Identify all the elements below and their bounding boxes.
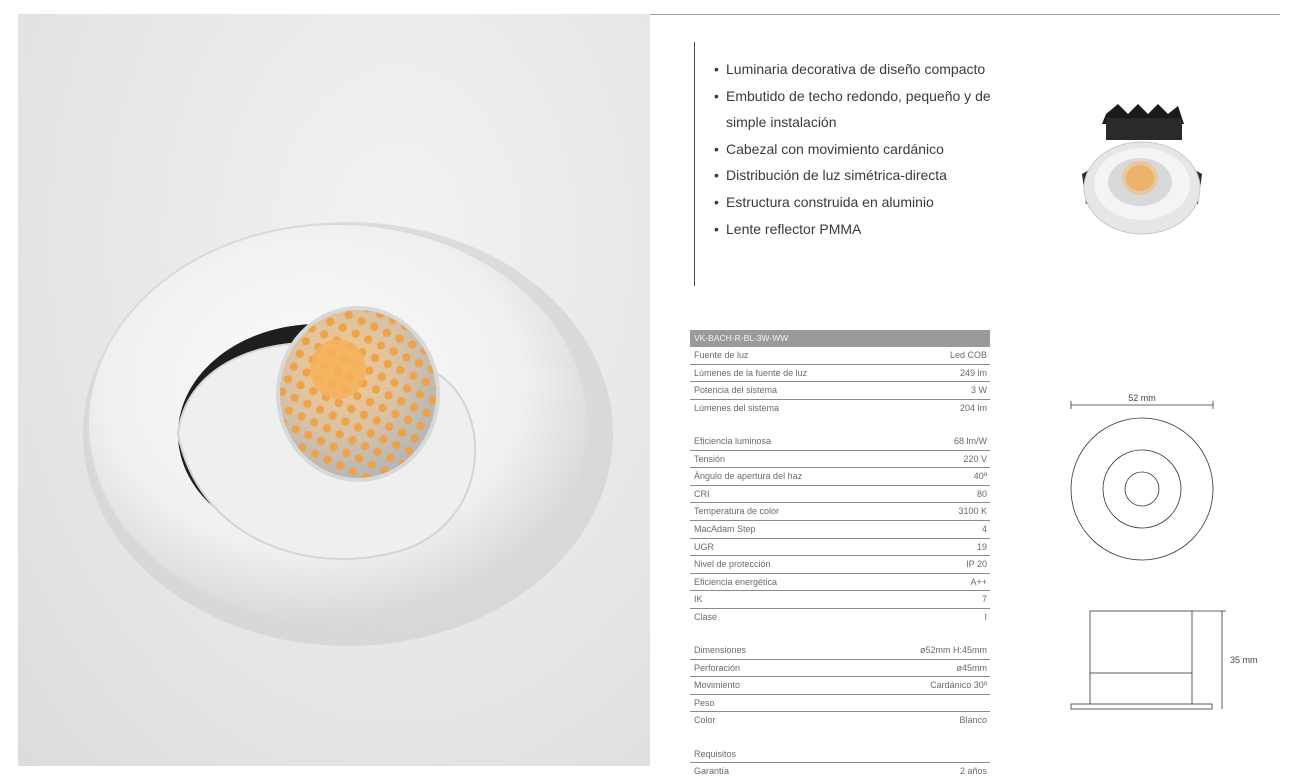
spec-row: [690, 695, 990, 713]
spec-value: 19: [976, 541, 987, 552]
spec-label: Lúmenes del sistema: [694, 402, 780, 413]
spec-model-header: VK-BACH-R-BL-3W-WW: [690, 330, 990, 347]
spec-label: IK: [694, 594, 703, 605]
spec-label: Garantía: [694, 766, 730, 777]
height-label: 35 mm: [1230, 655, 1258, 665]
spec-row: [690, 712, 990, 729]
feature-item: • Embutido de techo redondo, pequeño y de simple instalación: [714, 83, 1004, 136]
spec-label: Potencia del sistema: [694, 385, 778, 396]
spec-row: [690, 539, 990, 557]
spec-row: [690, 763, 990, 780]
feature-item: • Cabezal con movimiento cardánico: [714, 136, 1004, 163]
spec-table: [690, 330, 990, 780]
spec-value: 220 V: [963, 453, 987, 464]
feature-item: • Distribución de luz simétrica-directa: [714, 162, 1004, 189]
spec-label: Perforación: [694, 662, 741, 673]
feature-list: [714, 56, 1004, 242]
spec-label: Dimensiones: [694, 645, 747, 656]
spec-row: [690, 486, 990, 504]
spec-value: I: [984, 611, 987, 622]
spec-row: [690, 642, 990, 660]
spec-row: [690, 556, 990, 574]
spec-row: [690, 521, 990, 539]
side-view-drawing: [1066, 600, 1266, 720]
spec-value: 3100 K: [958, 506, 987, 517]
spec-gap: [690, 729, 990, 746]
spec-gap: [690, 626, 990, 643]
spec-label: Eficiencia luminosa: [694, 435, 772, 446]
spec-row: [690, 382, 990, 400]
product-thumbnail: [1066, 96, 1216, 246]
spec-row: [690, 468, 990, 486]
feature-divider: [694, 42, 695, 286]
spec-row: [690, 591, 990, 609]
feature-item: • Lente reflector PMMA: [714, 216, 1004, 243]
spec-row: [690, 677, 990, 695]
spec-label: Nivel de protección: [694, 559, 771, 570]
spec-row: [690, 400, 990, 417]
spec-value: 7: [981, 594, 987, 605]
spec-label: Clase: [694, 611, 718, 622]
spec-value: 4: [981, 523, 987, 534]
spec-label: MacAdam Step: [694, 523, 756, 534]
spec-label: Color: [694, 715, 716, 726]
spec-row: [690, 451, 990, 469]
spec-label: Tensión: [694, 453, 726, 464]
spec-value: ø52mm H:45mm: [919, 645, 987, 656]
spec-label: UGR: [694, 541, 714, 552]
spec-label: Movimiento: [694, 680, 741, 691]
spec-gap: [690, 416, 990, 433]
spec-value: Led COB: [949, 350, 987, 360]
spec-row: [690, 365, 990, 383]
spec-label: Fuente de luz: [694, 350, 749, 360]
spec-value: 249 lm: [959, 367, 987, 378]
spec-row: [690, 574, 990, 592]
feature-item: • Luminaria decorativa de diseño compacto: [714, 56, 1004, 83]
spec-row: [690, 347, 990, 365]
spec-label: Lúmenes de la fuente de luz: [694, 367, 808, 378]
spec-row: [690, 503, 990, 521]
spec-label: Requisitos: [694, 748, 737, 759]
spec-value: 80: [976, 488, 987, 499]
spec-row: [690, 433, 990, 451]
spec-value: 3 W: [970, 385, 987, 396]
spec-value: ø45mm: [956, 662, 987, 673]
spec-value: IP 20: [966, 559, 987, 570]
spec-row: [690, 660, 990, 678]
spec-label: Peso: [694, 697, 715, 708]
product-photo: [18, 14, 650, 766]
spec-value: 68 lm/W: [953, 435, 987, 446]
spec-value: Blanco: [959, 715, 987, 726]
spec-label: Temperatura de color: [694, 506, 780, 517]
spec-value: A++: [970, 576, 987, 587]
spec-row: [690, 609, 990, 626]
top-divider: [650, 14, 1280, 15]
spec-value: Cardánico 30º: [930, 680, 987, 691]
top-view-drawing: [1066, 390, 1216, 570]
spec-label: Ángulo de apertura del haz: [694, 471, 803, 482]
diameter-label: 52 mm: [1128, 393, 1156, 403]
spec-label: CRI: [694, 488, 710, 499]
spec-label: Eficiencia energética: [694, 576, 778, 587]
spec-value: 2 años: [959, 766, 987, 777]
spec-value: 204 lm: [959, 402, 987, 413]
spec-row: [690, 746, 990, 764]
feature-item: • Estructura construida en aluminio: [714, 189, 1004, 216]
spec-value: 40º: [973, 471, 987, 482]
